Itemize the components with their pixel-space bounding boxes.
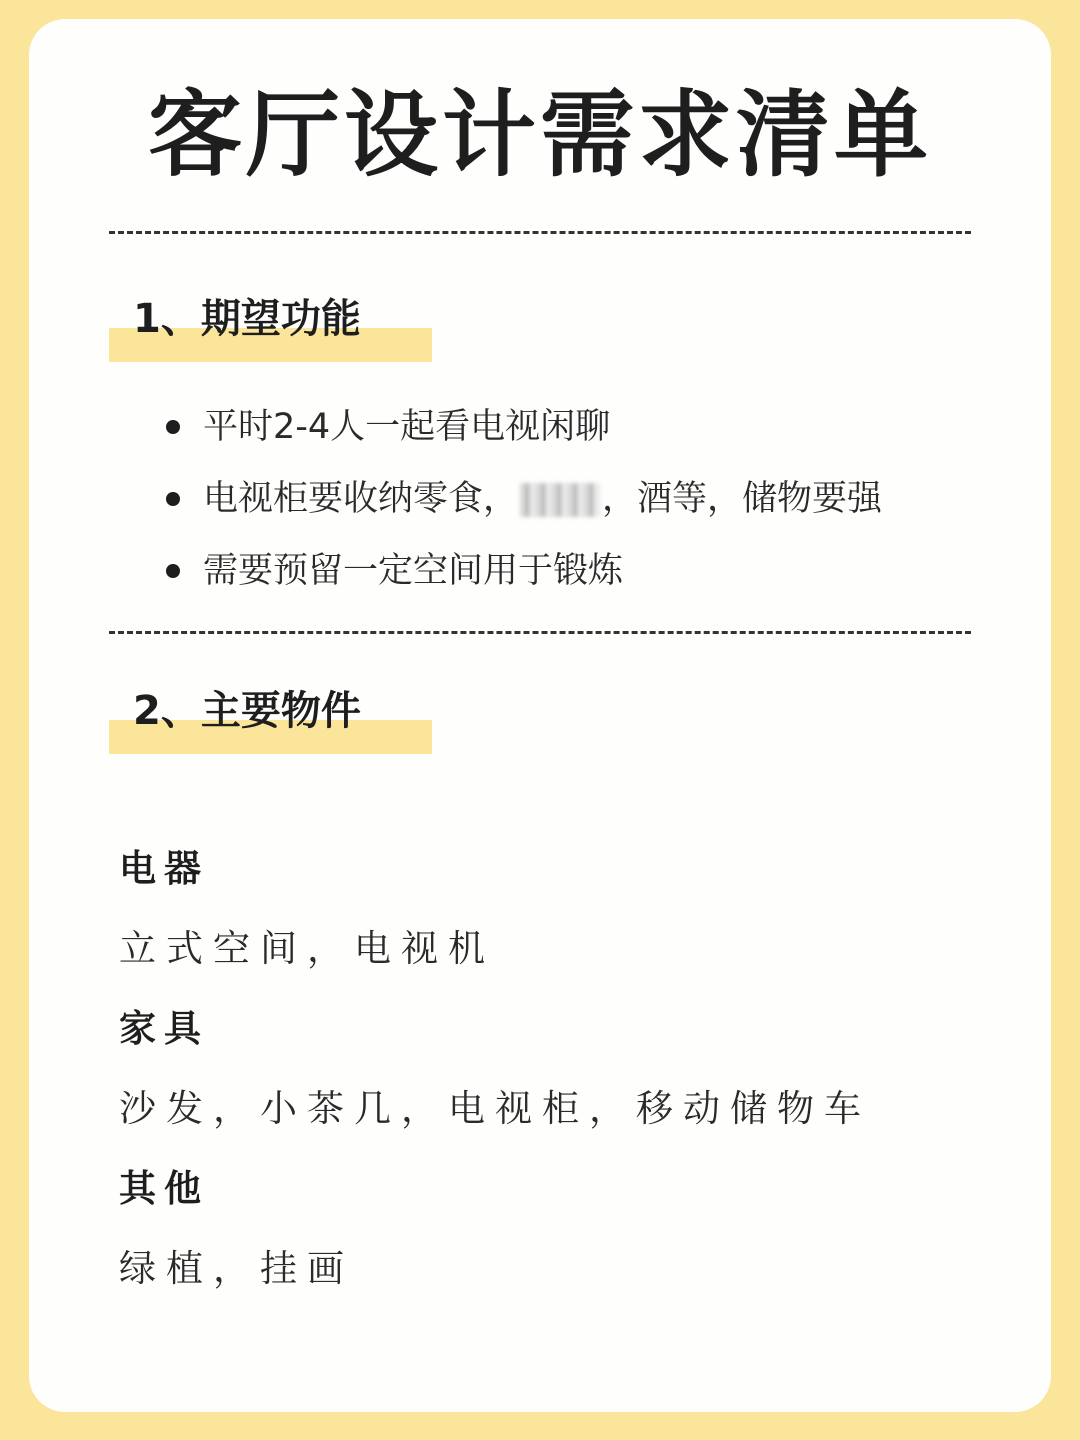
dashed-divider-middle [109,631,971,634]
bullet-dot-icon [166,420,180,434]
category-label: 家具 [119,1007,209,1050]
content-card [29,19,1051,1412]
list-item: 平时2-4人一起看电视闲聊 [161,391,882,463]
list-item: 需要预留一定空间用于锻炼 [161,535,882,607]
object-groups [119,829,871,1309]
section-heading-items: 2、主要物件 [109,691,361,731]
bullet-dot-icon [166,492,180,506]
blurred-text [520,483,600,517]
category-label: 其他 [119,1167,209,1210]
category-label: 电器 [119,847,209,890]
category-items: 绿植，挂画 [119,1247,354,1290]
dashed-divider-top [109,231,971,234]
category-items: 立式空间，电视机 [119,927,495,970]
list-item: 电视柜要收纳零食， ，酒等，储物要强 [161,463,882,535]
section-heading-functions: 1、期望功能 [109,299,361,339]
bullet-dot-icon [166,564,180,578]
category-items: 沙发，小茶几，电视柜，移动储物车 [119,1087,871,1130]
page-title: 客厅设计需求清单 [147,81,932,190]
function-list [161,391,882,607]
